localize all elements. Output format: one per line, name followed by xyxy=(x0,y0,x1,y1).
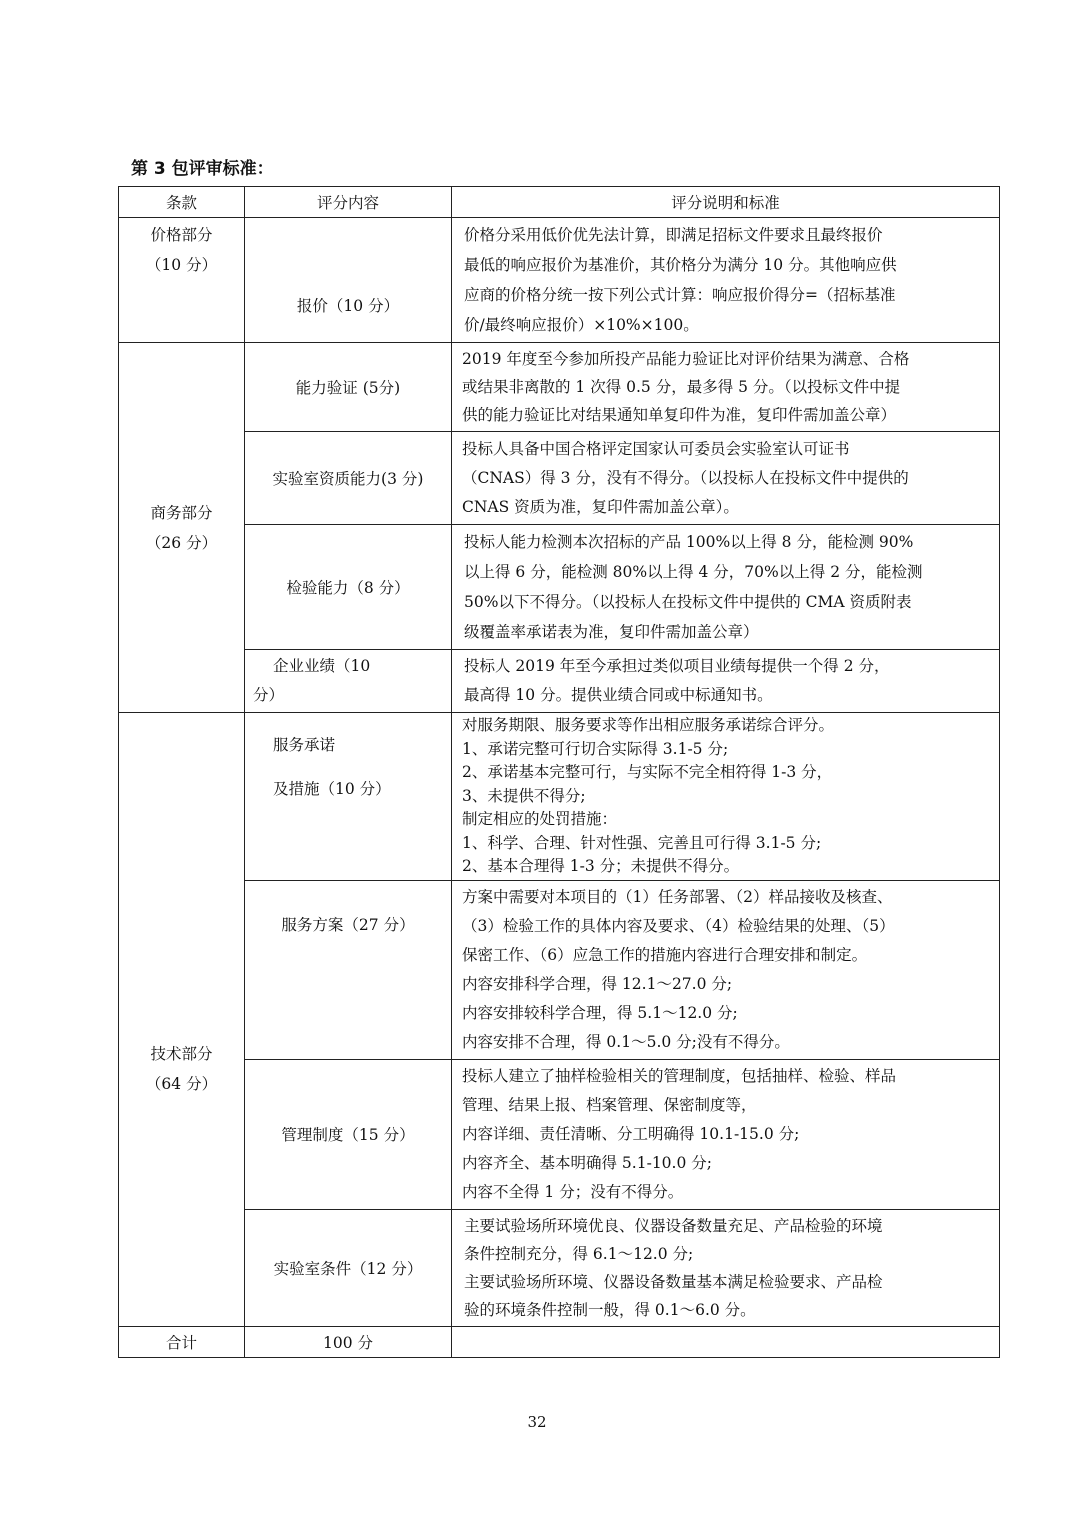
criteria-service-plan: 方案中需要对本项目的（1）任务部署、（2）样品接收及核查、 （3）检验工作的具体内容及要求、（4）检验结果的处理、（5） 保密工作、（6）应急工作的措施内容进行合理安排和制定。 内容安排科学合理，得 12.1～27.0 分; 内容安排较科学合理，得 5.1～12.0 分; 内容安排不合理，得 0.1～5.0 分;没有不得分。 xyxy=(452,880,1000,1059)
category-technical: 技术部分 （64 分） xyxy=(119,713,245,1327)
page-number: 32 xyxy=(527,1413,547,1431)
item-lab-qualification: 实验室资质能力(3 分) xyxy=(245,432,452,525)
item-service-plan: 服务方案（27 分） xyxy=(245,880,452,1059)
criteria-lab-conditions: 主要试验场所环境优良、仪器设备数量充足、产品检验的环境 条件控制充分，得 6.1～12.0 分; 主要试验场所环境、仪器设备数量基本满足检验要求、产品检 验的环境条件控制一般，得 0.1～6.0 分。 xyxy=(452,1209,1000,1326)
category-business: 商务部分 （26 分） xyxy=(119,343,245,713)
item-capability-verification: 能力验证 (5分) xyxy=(245,343,452,432)
item-service-commitment: 服务承诺 及措施（10 分） xyxy=(245,713,452,881)
header-content: 评分内容 xyxy=(245,187,452,218)
page-title: 第 3 包评审标准： xyxy=(131,159,274,179)
header-criteria: 评分说明和标准 xyxy=(452,187,1000,218)
header-clause: 条款 xyxy=(119,187,245,218)
item-inspection-capability: 检验能力（8 分） xyxy=(245,525,452,650)
total-label: 合计 xyxy=(119,1326,245,1357)
table-row xyxy=(119,432,1000,525)
table-row xyxy=(119,880,1000,1059)
table-row xyxy=(119,218,1000,343)
item-price: 报价（10 分） xyxy=(245,218,452,343)
item-lab-conditions: 实验室条件（12 分） xyxy=(245,1209,452,1326)
table-row xyxy=(119,525,1000,650)
table-row xyxy=(119,650,1000,713)
criteria-service-commitment: 对服务期限、服务要求等作出相应服务承诺综合评分。 1、承诺完整可行切合实际得 3.1-5 分; 2、承诺基本完整可行，与实际不完全相符得 1-3 分， 3、未提供不得分; 制定相应的处罚措施： 1、科学、合理、针对性强、完善且可行得 3.1-5 分; 2、基本合理得 1-3 分；未提供不得分。 xyxy=(452,713,1000,881)
criteria-lab-qualification: 投标人具备中国合格评定国家认可委员会实验室认可证书 （CNAS）得 3 分，没有不得分。（以投标人在投标文件中提供的 CNAS 资质为准，复印件需加盖公章）。 xyxy=(452,432,1000,525)
total-score: 100 分 xyxy=(245,1326,452,1357)
table-row xyxy=(119,343,1000,432)
table-row-total xyxy=(119,1326,1000,1357)
criteria-inspection-capability: 投标人能力检测本次招标的产品 100%以上得 8 分，能检测 90% 以上得 6 分，能检测 80%以上得 4 分，70%以上得 2 分，能检测 50%以下不得分。（以投标人在投标文件中提供的 CMA 资质附表 级覆盖率承诺表为准，复印件需加盖公章） xyxy=(452,525,1000,650)
table-header-row xyxy=(119,187,1000,218)
criteria-management-system: 投标人建立了抽样检验相关的管理制度，包括抽样、检验、样品 管理、结果上报、档案管理、保密制度等， 内容详细、责任清晰、分工明确得 10.1-15.0 分; 内容齐全、基本明确得 5.1-10.0 分; 内容不全得 1 分；没有不得分。 xyxy=(452,1059,1000,1209)
category-price: 价格部分 （10 分） xyxy=(119,218,245,343)
criteria-price: 价格分采用低价优先法计算，即满足招标文件要求且最终报价 最低的响应报价为基准价，其价格分为满分 10 分。其他响应供 应商的价格分统一按下列公式计算：响应报价得分=（招标基准 价/最终响应报价）×10%×100。 xyxy=(452,218,1000,343)
table-row xyxy=(119,1059,1000,1209)
criteria-capability-verification: 2019 年度至今参加所投产品能力验证比对评价结果为满意、合格 或结果非离散的 1 次得 0.5 分，最多得 5 分。（以投标文件中提 供的能力验证比对结果通知单复印件为准，复印件需加盖公章） xyxy=(452,343,1000,432)
scoring-table xyxy=(118,186,1000,1358)
total-desc xyxy=(452,1326,1000,1357)
criteria-performance: 投标人 2019 年至今承担过类似项目业绩每提供一个得 2 分， 最高得 10 分。提供业绩合同或中标通知书。 xyxy=(452,650,1000,713)
item-performance: 企业业绩（10 分） xyxy=(245,650,452,713)
table-row xyxy=(119,713,1000,881)
table-row xyxy=(119,1209,1000,1326)
item-management-system: 管理制度（15 分） xyxy=(245,1059,452,1209)
